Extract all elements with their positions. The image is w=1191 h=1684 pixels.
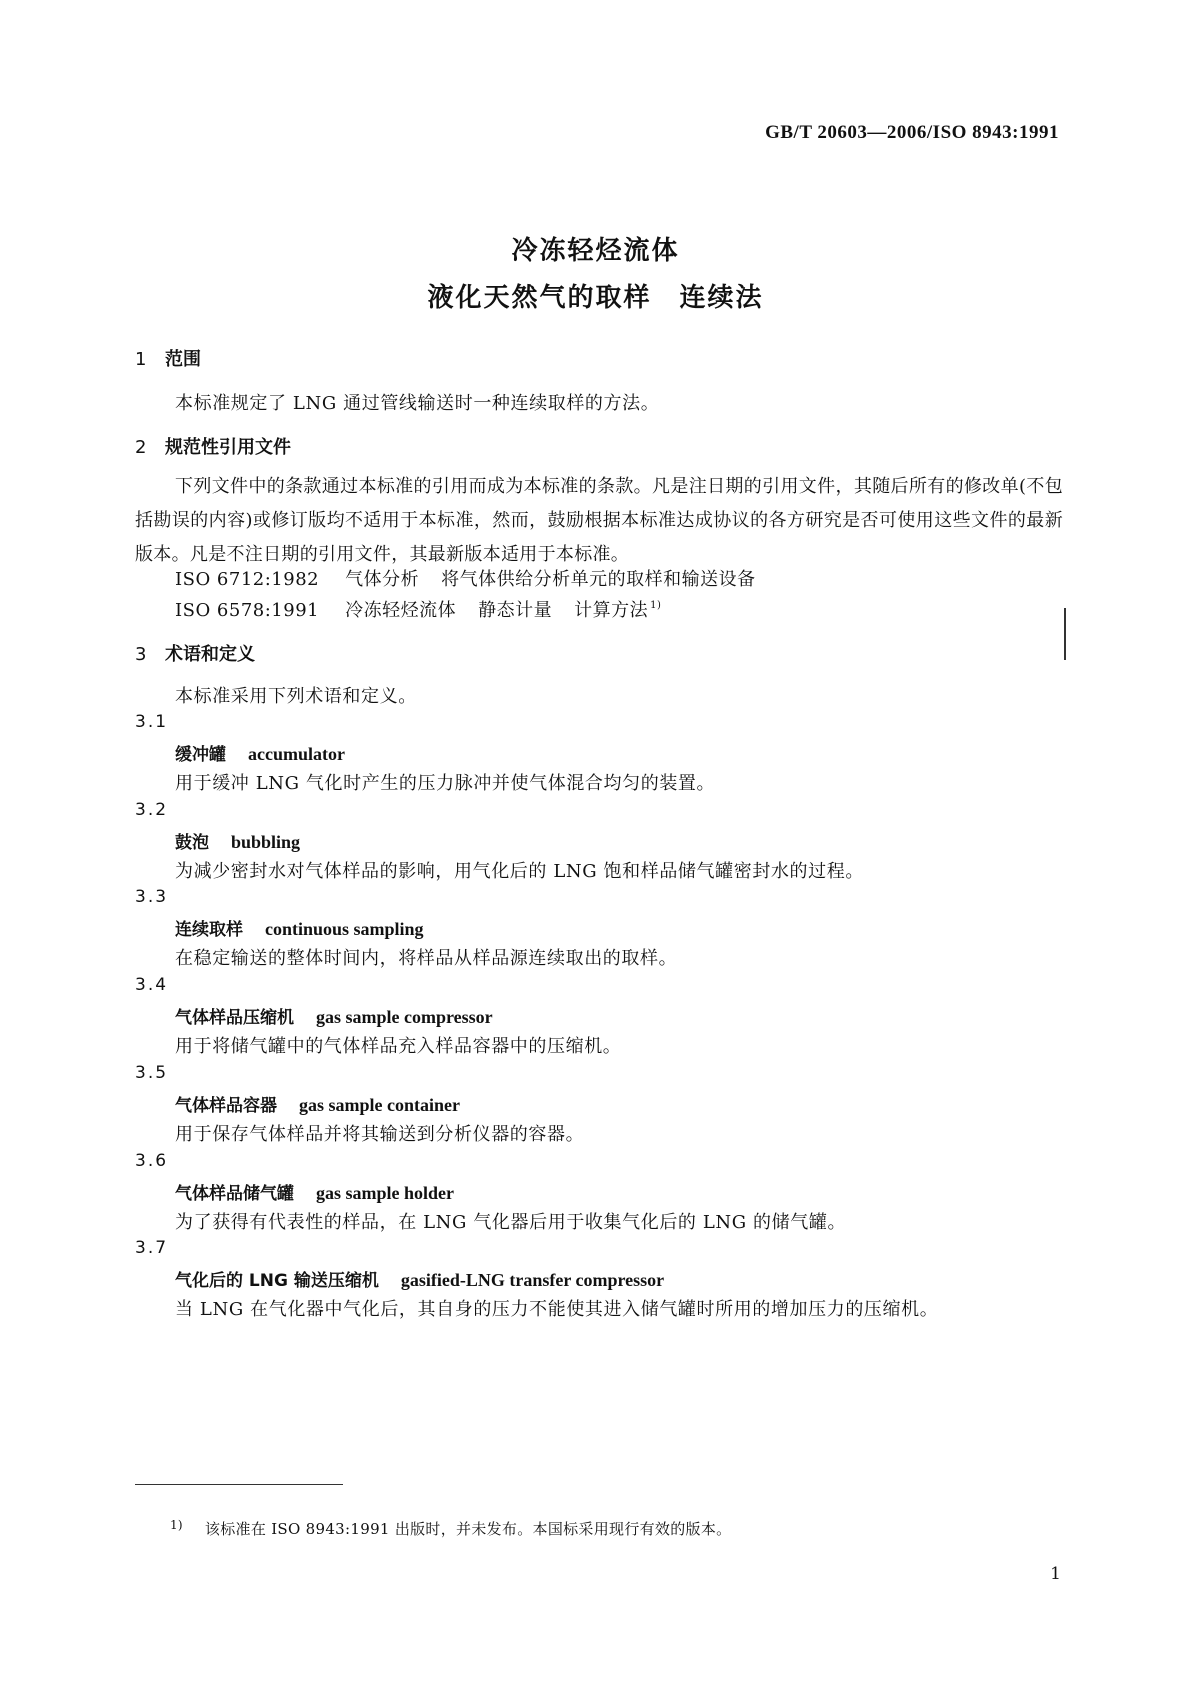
revision-bar: [1064, 608, 1066, 660]
section-title: 术语和定义: [165, 644, 255, 665]
term-zh: 连续取样: [175, 920, 243, 940]
term-entry: [175, 1179, 454, 1204]
standard-code: GB/T 20603—2006/ISO 8943:1991: [765, 122, 1059, 143]
term-entry: [175, 915, 424, 940]
section-1-heading: [135, 345, 201, 371]
reference-title-part: 静态计量: [478, 600, 553, 621]
term-definition: 用于保存气体样品并将其输送到分析仪器的容器。: [175, 1124, 585, 1145]
footnote: [170, 1518, 731, 1539]
term-definition: 为减少密封水对气体样品的影响，用气化后的 LNG 饱和样品储气罐密封水的过程。: [175, 861, 864, 882]
term-en: continuous sampling: [265, 919, 424, 939]
clause-number: 3.6: [135, 1151, 169, 1171]
reference-title-part: 将气体供给分析单元的取样和输送设备: [441, 569, 756, 590]
term-en: gasified-LNG transfer compressor: [400, 1270, 665, 1290]
clause-number: 3.2: [135, 800, 169, 820]
reference-code: ISO 6578:1991: [175, 600, 320, 621]
term-zh: 气化后的 LNG 输送压缩机: [175, 1271, 379, 1291]
section-3-heading: [135, 640, 255, 666]
section-2-text: 下列文件中的条款通过本标准的引用而成为本标准的条款。凡是注日期的引用文件，其随后所有的修改单(不包括勘误的内容)或修订版均不适用于本标准，然而，鼓励根据本标准达成协议的各方研究是否可使用这些文件的最新版本。凡是不注日期的引用文件，其最新版本适用于本标准。: [135, 476, 1063, 565]
term-entry: [175, 828, 300, 853]
page-title-line1: 冷冻轻烃流体: [511, 236, 680, 266]
term-zh: 气体样品压缩机: [175, 1008, 294, 1028]
term-zh: 缓冲罐: [175, 745, 226, 765]
term-entry: [175, 1003, 493, 1028]
normative-reference: [175, 596, 661, 622]
reference-code: ISO 6712:1982: [175, 569, 320, 590]
footnote-separator: [135, 1484, 343, 1485]
term-definition: 为了获得有代表性的样品，在 LNG 气化器后用于收集气化后的 LNG 的储气罐。: [175, 1212, 847, 1233]
section-number: 3: [135, 644, 147, 665]
section-3-text: 本标准采用下列术语和定义。: [175, 686, 417, 707]
footnote-marker: 1): [650, 600, 662, 611]
clause-number: 3.3: [135, 887, 169, 907]
term-definition: 在稳定输送的整体时间内，将样品从样品源连续取出的取样。: [175, 948, 678, 969]
normative-reference: [175, 565, 756, 591]
footnote-marker: 1): [170, 1518, 183, 1532]
section-1-text: 本标准规定了 LNG 通过管线输送时一种连续取样的方法。: [175, 393, 660, 414]
term-en: gas sample compressor: [316, 1007, 493, 1027]
section-2-heading: [135, 433, 291, 459]
reference-title-part: 冷冻轻烃流体: [345, 600, 457, 621]
section-title: 规范性引用文件: [165, 437, 291, 458]
term-entry: [175, 740, 345, 765]
term-definition: 用于将储气罐中的气体样品充入样品容器中的压缩机。: [175, 1036, 622, 1057]
term-definition: 用于缓冲 LNG 气化时产生的压力脉冲并使气体混合均匀的装置。: [175, 773, 716, 794]
term-zh: 气体样品容器: [175, 1096, 277, 1116]
term-definition: 当 LNG 在气化器中气化后，其自身的压力不能使其进入储气罐时所用的增加压力的压缩机。: [175, 1299, 939, 1320]
clause-number: 3.1: [135, 712, 169, 732]
page-number: 1: [1050, 1564, 1061, 1584]
term-entry: [175, 1266, 664, 1291]
section-number: 2: [135, 437, 147, 458]
section-number: 1: [135, 349, 147, 370]
term-en: gas sample container: [299, 1095, 460, 1115]
term-entry: [175, 1091, 460, 1116]
term-en: accumulator: [248, 744, 345, 764]
clause-number: 3.7: [135, 1238, 169, 1258]
clause-number: 3.4: [135, 975, 169, 995]
section-title: 范围: [165, 349, 201, 370]
term-en: gas sample holder: [316, 1183, 455, 1203]
page-title-line2: 液化天然气的取样 连续法: [427, 283, 764, 313]
term-zh: 气体样品储气罐: [175, 1184, 294, 1204]
term-zh: 鼓泡: [175, 833, 209, 853]
clause-number: 3.5: [135, 1063, 169, 1083]
term-en: bubbling: [231, 832, 301, 852]
reference-title-part: 气体分析: [345, 569, 420, 590]
reference-title-part: 计算方法: [574, 600, 649, 621]
footnote-text: 该标准在 ISO 8943:1991 出版时，并未发布。本国标采用现行有效的版本。: [204, 1520, 732, 1538]
